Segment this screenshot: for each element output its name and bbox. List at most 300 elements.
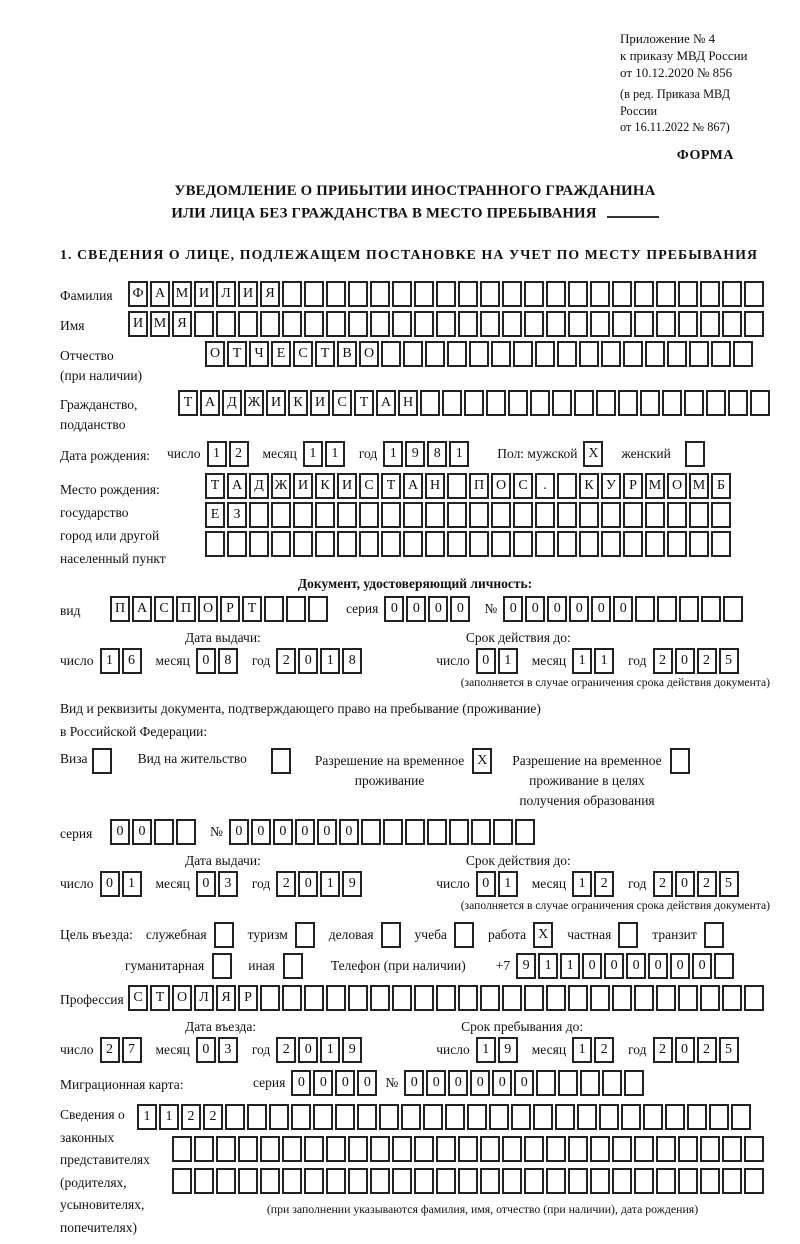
char-cell[interactable] [326, 281, 346, 307]
char-cell[interactable]: . [535, 473, 555, 499]
char-cell[interactable] [533, 1104, 553, 1130]
char-cell[interactable] [392, 311, 412, 337]
char-cell[interactable]: 0 [251, 819, 271, 845]
char-cell[interactable] [445, 1104, 465, 1130]
char-cell[interactable] [557, 531, 577, 557]
char-cell[interactable]: 0 [357, 1070, 377, 1096]
char-cell[interactable] [238, 1136, 258, 1162]
char-cell[interactable] [513, 502, 533, 528]
char-cell[interactable] [370, 1168, 390, 1194]
char-cell[interactable] [238, 1168, 258, 1194]
char-cell[interactable] [348, 1168, 368, 1194]
char-cell[interactable] [370, 1136, 390, 1162]
char-cell[interactable] [645, 341, 665, 367]
char-cell[interactable] [618, 390, 638, 416]
char-cell[interactable]: Б [711, 473, 731, 499]
char-cell[interactable]: 0 [295, 819, 315, 845]
char-cell[interactable] [423, 1104, 443, 1130]
char-cell[interactable] [392, 1168, 412, 1194]
char-cell[interactable] [313, 1104, 333, 1130]
char-cell[interactable] [154, 819, 174, 845]
char-cell[interactable]: 0 [428, 596, 448, 622]
char-cell[interactable] [238, 311, 258, 337]
char-cell[interactable]: 2 [229, 441, 249, 467]
char-cell[interactable]: Р [220, 596, 240, 622]
char-cell[interactable] [458, 1168, 478, 1194]
char-cell[interactable]: 8 [427, 441, 447, 467]
char-cell[interactable] [535, 531, 555, 557]
char-cell[interactable] [469, 341, 489, 367]
char-cell[interactable]: 0 [298, 1037, 318, 1063]
char-cell[interactable]: М [172, 281, 192, 307]
char-cell[interactable]: 0 [196, 648, 216, 674]
char-cell[interactable] [535, 341, 555, 367]
char-cell[interactable]: П [469, 473, 489, 499]
char-cell[interactable] [590, 311, 610, 337]
char-cell[interactable]: 2 [203, 1104, 223, 1130]
char-cell[interactable] [357, 1104, 377, 1130]
char-cell[interactable] [392, 985, 412, 1011]
char-cell[interactable] [282, 985, 302, 1011]
char-cell[interactable]: 1 [560, 953, 580, 979]
char-cell[interactable]: 0 [675, 871, 695, 897]
char-cell[interactable]: 0 [648, 953, 668, 979]
purpose-business-checkbox[interactable] [381, 922, 401, 948]
char-cell[interactable] [656, 985, 676, 1011]
char-cell[interactable]: Н [398, 390, 418, 416]
char-cell[interactable] [709, 1104, 729, 1130]
char-cell[interactable] [315, 502, 335, 528]
char-cell[interactable] [502, 1168, 522, 1194]
char-cell[interactable]: Т [150, 985, 170, 1011]
char-cell[interactable] [379, 1104, 399, 1130]
char-cell[interactable] [216, 311, 236, 337]
char-cell[interactable] [326, 1136, 346, 1162]
char-cell[interactable] [447, 341, 467, 367]
char-cell[interactable] [722, 1136, 742, 1162]
char-cell[interactable] [403, 531, 423, 557]
char-cell[interactable] [744, 985, 764, 1011]
char-cell[interactable] [480, 1168, 500, 1194]
char-cell[interactable] [568, 311, 588, 337]
char-cell[interactable]: Т [354, 390, 374, 416]
char-cell[interactable]: 0 [384, 596, 404, 622]
char-cell[interactable] [337, 531, 357, 557]
char-cell[interactable] [667, 531, 687, 557]
char-cell[interactable] [524, 985, 544, 1011]
char-cell[interactable] [414, 311, 434, 337]
char-cell[interactable] [458, 1136, 478, 1162]
char-cell[interactable] [326, 985, 346, 1011]
char-cell[interactable]: А [403, 473, 423, 499]
char-cell[interactable] [458, 281, 478, 307]
char-cell[interactable] [590, 281, 610, 307]
char-cell[interactable] [271, 502, 291, 528]
char-cell[interactable] [601, 341, 621, 367]
char-cell[interactable]: 8 [218, 648, 238, 674]
char-cell[interactable] [513, 531, 533, 557]
char-cell[interactable] [536, 1070, 556, 1096]
char-cell[interactable] [634, 1168, 654, 1194]
char-cell[interactable]: З [227, 502, 247, 528]
char-cell[interactable] [568, 1136, 588, 1162]
char-cell[interactable]: Т [205, 473, 225, 499]
char-cell[interactable] [634, 281, 654, 307]
char-cell[interactable] [546, 1168, 566, 1194]
char-cell[interactable]: О [198, 596, 218, 622]
char-cell[interactable] [172, 1168, 192, 1194]
char-cell[interactable]: 0 [675, 648, 695, 674]
char-cell[interactable]: Е [271, 341, 291, 367]
char-cell[interactable] [293, 502, 313, 528]
char-cell[interactable] [282, 1136, 302, 1162]
char-cell[interactable]: К [315, 473, 335, 499]
char-cell[interactable] [744, 1136, 764, 1162]
char-cell[interactable] [414, 985, 434, 1011]
char-cell[interactable] [381, 502, 401, 528]
char-cell[interactable] [711, 502, 731, 528]
char-cell[interactable] [612, 311, 632, 337]
char-cell[interactable] [458, 985, 478, 1011]
char-cell[interactable]: 2 [276, 871, 296, 897]
char-cell[interactable]: Я [260, 281, 280, 307]
char-cell[interactable]: 0 [613, 596, 633, 622]
char-cell[interactable]: 0 [547, 596, 567, 622]
char-cell[interactable]: Т [227, 341, 247, 367]
char-cell[interactable]: 1 [100, 648, 120, 674]
char-cell[interactable] [335, 1104, 355, 1130]
char-cell[interactable] [530, 390, 550, 416]
char-cell[interactable] [447, 531, 467, 557]
temp-residence-checkbox[interactable]: X [472, 748, 492, 774]
char-cell[interactable] [361, 819, 381, 845]
char-cell[interactable]: И [337, 473, 357, 499]
char-cell[interactable] [546, 281, 566, 307]
char-cell[interactable] [480, 985, 500, 1011]
char-cell[interactable] [291, 1104, 311, 1130]
char-cell[interactable]: М [150, 311, 170, 337]
char-cell[interactable] [348, 281, 368, 307]
char-cell[interactable] [667, 502, 687, 528]
char-cell[interactable] [524, 1168, 544, 1194]
char-cell[interactable] [678, 281, 698, 307]
char-cell[interactable] [271, 531, 291, 557]
char-cell[interactable]: 1 [320, 871, 340, 897]
char-cell[interactable]: К [579, 473, 599, 499]
humanitarian-checkbox[interactable] [212, 953, 232, 979]
char-cell[interactable] [480, 311, 500, 337]
char-cell[interactable]: 9 [516, 953, 536, 979]
visa-checkbox[interactable] [92, 748, 112, 774]
char-cell[interactable]: 2 [276, 648, 296, 674]
char-cell[interactable] [216, 1168, 236, 1194]
char-cell[interactable]: 0 [339, 819, 359, 845]
char-cell[interactable] [689, 531, 709, 557]
char-cell[interactable] [348, 985, 368, 1011]
char-cell[interactable]: 5 [719, 648, 739, 674]
char-cell[interactable] [249, 531, 269, 557]
char-cell[interactable] [458, 311, 478, 337]
char-cell[interactable] [480, 281, 500, 307]
char-cell[interactable]: 1 [572, 648, 592, 674]
char-cell[interactable]: 1 [449, 441, 469, 467]
char-cell[interactable] [733, 341, 753, 367]
char-cell[interactable] [449, 819, 469, 845]
char-cell[interactable] [447, 473, 467, 499]
char-cell[interactable] [491, 341, 511, 367]
char-cell[interactable] [381, 531, 401, 557]
char-cell[interactable]: 3 [218, 1037, 238, 1063]
char-cell[interactable] [403, 502, 423, 528]
residence-permit-checkbox[interactable] [271, 748, 291, 774]
char-cell[interactable] [491, 531, 511, 557]
char-cell[interactable]: 2 [594, 871, 614, 897]
char-cell[interactable] [687, 1104, 707, 1130]
purpose-work-checkbox[interactable]: X [533, 922, 553, 948]
char-cell[interactable] [304, 985, 324, 1011]
char-cell[interactable]: Ж [244, 390, 264, 416]
char-cell[interactable]: 0 [448, 1070, 468, 1096]
char-cell[interactable] [640, 390, 660, 416]
char-cell[interactable] [728, 390, 748, 416]
char-cell[interactable] [489, 1104, 509, 1130]
char-cell[interactable] [469, 531, 489, 557]
char-cell[interactable]: 0 [470, 1070, 490, 1096]
char-cell[interactable] [471, 819, 491, 845]
char-cell[interactable] [405, 819, 425, 845]
char-cell[interactable] [304, 1136, 324, 1162]
char-cell[interactable]: 9 [342, 871, 362, 897]
char-cell[interactable] [700, 1136, 720, 1162]
char-cell[interactable] [436, 985, 456, 1011]
char-cell[interactable]: 9 [498, 1037, 518, 1063]
char-cell[interactable] [601, 502, 621, 528]
char-cell[interactable]: 1 [476, 1037, 496, 1063]
char-cell[interactable] [381, 341, 401, 367]
char-cell[interactable]: 5 [719, 871, 739, 897]
temp-residence-edu-checkbox[interactable] [670, 748, 690, 774]
purpose-private-checkbox[interactable] [618, 922, 638, 948]
char-cell[interactable] [282, 281, 302, 307]
char-cell[interactable] [425, 502, 445, 528]
char-cell[interactable]: 1 [137, 1104, 157, 1130]
char-cell[interactable]: О [359, 341, 379, 367]
char-cell[interactable]: 0 [604, 953, 624, 979]
char-cell[interactable] [623, 531, 643, 557]
char-cell[interactable] [282, 1168, 302, 1194]
char-cell[interactable] [370, 311, 390, 337]
char-cell[interactable] [216, 1136, 236, 1162]
char-cell[interactable] [711, 531, 731, 557]
char-cell[interactable] [643, 1104, 663, 1130]
char-cell[interactable] [414, 1136, 434, 1162]
char-cell[interactable] [194, 311, 214, 337]
char-cell[interactable]: И [128, 311, 148, 337]
char-cell[interactable] [502, 985, 522, 1011]
char-cell[interactable]: К [288, 390, 308, 416]
char-cell[interactable]: Д [249, 473, 269, 499]
char-cell[interactable]: 0 [569, 596, 589, 622]
char-cell[interactable] [623, 341, 643, 367]
char-cell[interactable]: 2 [100, 1037, 120, 1063]
char-cell[interactable] [557, 473, 577, 499]
char-cell[interactable] [315, 531, 335, 557]
char-cell[interactable] [176, 819, 196, 845]
char-cell[interactable] [645, 531, 665, 557]
char-cell[interactable]: 0 [335, 1070, 355, 1096]
char-cell[interactable] [601, 531, 621, 557]
char-cell[interactable]: 0 [298, 648, 318, 674]
char-cell[interactable] [524, 1136, 544, 1162]
char-cell[interactable] [700, 1168, 720, 1194]
char-cell[interactable]: 8 [342, 648, 362, 674]
sex-male-checkbox[interactable]: X [583, 441, 603, 467]
char-cell[interactable] [744, 281, 764, 307]
char-cell[interactable] [359, 502, 379, 528]
char-cell[interactable] [684, 390, 704, 416]
char-cell[interactable]: И [266, 390, 286, 416]
char-cell[interactable] [264, 596, 284, 622]
char-cell[interactable]: П [110, 596, 130, 622]
char-cell[interactable]: 0 [675, 1037, 695, 1063]
char-cell[interactable] [442, 390, 462, 416]
char-cell[interactable]: Л [194, 985, 214, 1011]
char-cell[interactable]: С [293, 341, 313, 367]
char-cell[interactable]: 0 [196, 1037, 216, 1063]
char-cell[interactable] [612, 281, 632, 307]
char-cell[interactable]: 1 [325, 441, 345, 467]
char-cell[interactable]: А [132, 596, 152, 622]
char-cell[interactable]: 0 [492, 1070, 512, 1096]
char-cell[interactable]: 0 [291, 1070, 311, 1096]
char-cell[interactable]: О [205, 341, 225, 367]
char-cell[interactable] [308, 596, 328, 622]
char-cell[interactable] [722, 1168, 742, 1194]
char-cell[interactable] [590, 1168, 610, 1194]
char-cell[interactable]: 0 [525, 596, 545, 622]
char-cell[interactable]: В [337, 341, 357, 367]
char-cell[interactable]: 2 [697, 1037, 717, 1063]
char-cell[interactable]: 2 [653, 648, 673, 674]
char-cell[interactable] [304, 311, 324, 337]
char-cell[interactable] [714, 953, 734, 979]
char-cell[interactable]: 0 [670, 953, 690, 979]
purpose-transit-checkbox[interactable] [704, 922, 724, 948]
char-cell[interactable] [706, 390, 726, 416]
char-cell[interactable] [579, 531, 599, 557]
char-cell[interactable]: 0 [406, 596, 426, 622]
char-cell[interactable]: 0 [450, 596, 470, 622]
char-cell[interactable] [580, 1070, 600, 1096]
char-cell[interactable]: И [310, 390, 330, 416]
char-cell[interactable] [546, 1136, 566, 1162]
char-cell[interactable]: О [491, 473, 511, 499]
char-cell[interactable] [579, 502, 599, 528]
char-cell[interactable]: С [154, 596, 174, 622]
char-cell[interactable] [577, 1104, 597, 1130]
char-cell[interactable]: А [227, 473, 247, 499]
char-cell[interactable]: Т [315, 341, 335, 367]
char-cell[interactable] [731, 1104, 751, 1130]
char-cell[interactable]: 0 [317, 819, 337, 845]
char-cell[interactable] [194, 1168, 214, 1194]
char-cell[interactable] [511, 1104, 531, 1130]
char-cell[interactable] [750, 390, 770, 416]
char-cell[interactable] [249, 502, 269, 528]
char-cell[interactable] [557, 341, 577, 367]
char-cell[interactable] [656, 1168, 676, 1194]
char-cell[interactable] [700, 281, 720, 307]
char-cell[interactable]: 1 [498, 871, 518, 897]
char-cell[interactable]: 2 [653, 1037, 673, 1063]
char-cell[interactable] [513, 341, 533, 367]
char-cell[interactable] [436, 311, 456, 337]
char-cell[interactable]: А [376, 390, 396, 416]
char-cell[interactable] [656, 281, 676, 307]
char-cell[interactable]: 6 [122, 648, 142, 674]
char-cell[interactable] [337, 502, 357, 528]
char-cell[interactable] [486, 390, 506, 416]
char-cell[interactable]: 0 [582, 953, 602, 979]
char-cell[interactable]: Р [623, 473, 643, 499]
char-cell[interactable] [612, 1136, 632, 1162]
char-cell[interactable] [557, 502, 577, 528]
char-cell[interactable]: С [513, 473, 533, 499]
char-cell[interactable] [596, 390, 616, 416]
char-cell[interactable] [700, 311, 720, 337]
char-cell[interactable]: 1 [572, 1037, 592, 1063]
char-cell[interactable] [667, 341, 687, 367]
char-cell[interactable] [635, 596, 655, 622]
char-cell[interactable] [227, 531, 247, 557]
char-cell[interactable] [370, 985, 390, 1011]
char-cell[interactable] [689, 341, 709, 367]
char-cell[interactable]: 1 [320, 1037, 340, 1063]
char-cell[interactable]: 0 [229, 819, 249, 845]
char-cell[interactable] [701, 596, 721, 622]
char-cell[interactable] [436, 281, 456, 307]
char-cell[interactable] [225, 1104, 245, 1130]
char-cell[interactable] [348, 311, 368, 337]
char-cell[interactable]: 1 [572, 871, 592, 897]
char-cell[interactable]: Ж [271, 473, 291, 499]
char-cell[interactable]: И [194, 281, 214, 307]
char-cell[interactable]: 2 [594, 1037, 614, 1063]
char-cell[interactable] [612, 1168, 632, 1194]
char-cell[interactable] [546, 985, 566, 1011]
char-cell[interactable] [194, 1136, 214, 1162]
char-cell[interactable]: 3 [218, 871, 238, 897]
char-cell[interactable]: 7 [122, 1037, 142, 1063]
char-cell[interactable] [678, 1168, 698, 1194]
char-cell[interactable] [493, 819, 513, 845]
char-cell[interactable]: М [689, 473, 709, 499]
purpose-tourism-checkbox[interactable] [295, 922, 315, 948]
char-cell[interactable] [624, 1070, 644, 1096]
char-cell[interactable]: 2 [697, 648, 717, 674]
char-cell[interactable] [602, 1070, 622, 1096]
char-cell[interactable] [678, 311, 698, 337]
char-cell[interactable] [662, 390, 682, 416]
char-cell[interactable] [515, 819, 535, 845]
char-cell[interactable]: 1 [538, 953, 558, 979]
char-cell[interactable] [634, 311, 654, 337]
char-cell[interactable]: Н [425, 473, 445, 499]
char-cell[interactable] [723, 596, 743, 622]
char-cell[interactable] [535, 502, 555, 528]
char-cell[interactable] [634, 1136, 654, 1162]
char-cell[interactable]: Д [222, 390, 242, 416]
